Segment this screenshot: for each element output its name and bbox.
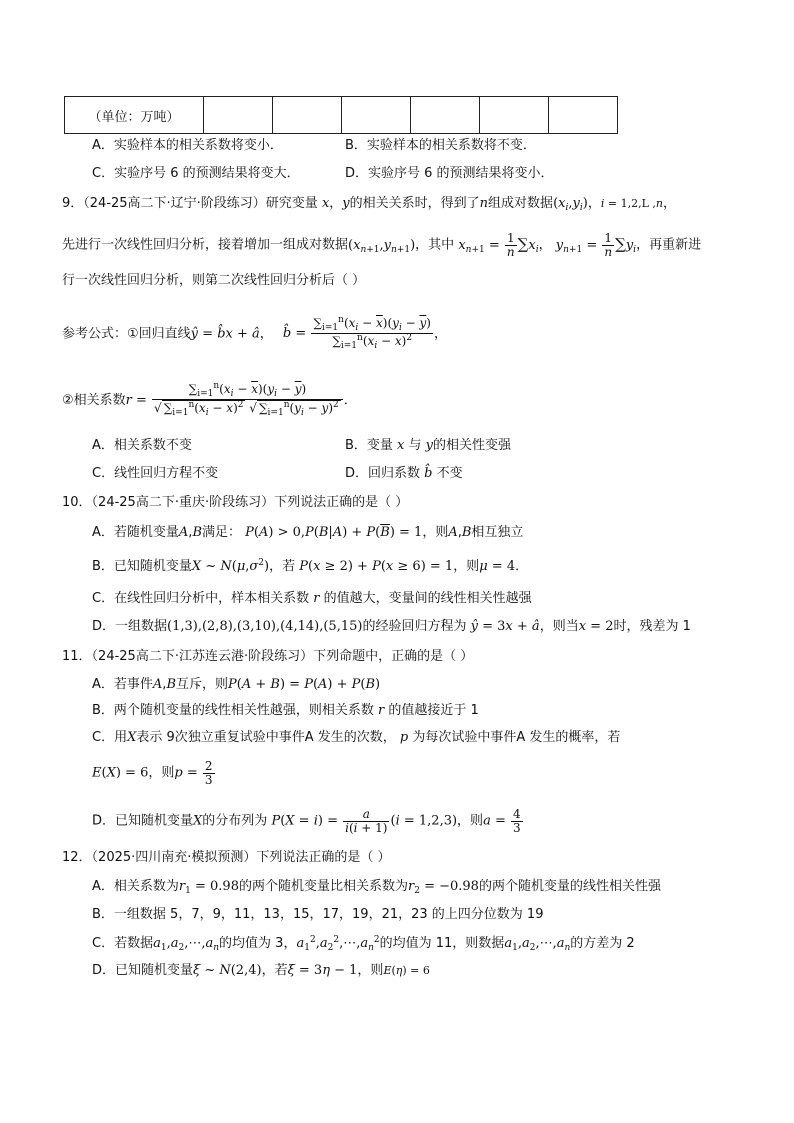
table-cell: [411, 97, 480, 134]
q11-option-c-cont: E(X) = 6，则p = $\frac{2}{3}$: [92, 759, 213, 787]
q11-option-c: C．用X表示 9次独立重复试验中事件A 发生的次数， p 为每次试验中事件A 发生的概率，若: [92, 730, 621, 745]
q12-option-a: A．相关系数为$r_1 = 0.98$的两个随机变量比相关系数为$r_2 = -0.98$的两个随机变量的线性相关性强: [92, 879, 661, 896]
q11-stem: 11．（24-25高二下·江苏连云港·阶段练习）下列命题中，正确的是（ ）: [62, 649, 474, 664]
table-unit-label: （单位：万吨）: [65, 97, 204, 134]
q10-option-d: D．一组数据(1,3),(2,8),(3,10),(4,14),(5,15)的经验回归方程为 ŷ = 3x + â，则当x = 2时，残差为 1: [92, 619, 691, 634]
table-cell: [273, 97, 342, 134]
q9-option-b: B．变量 x 与 y的相关性变强: [345, 438, 512, 453]
q9-stem-line2: 先进行一次线性回归分析，接着增加一组成对数据$(x_{n+1},y_{n+1})$，其中 $x_{n+1}$ = $\frac{1}{n}$ $\sum x_i$， $y_{n+1}$ = $\frac{1}{n}$ $\sum y_i$，再重新进: [62, 231, 702, 259]
q12-option-b: B．一组数据 5，7，9，11，13，15，17，19，21，23 的上四分位数为 19: [92, 907, 544, 922]
q10-option-c: C．在线性回归分析中，样本相关系数 r 的值越大，变量间的线性相关性越强: [92, 591, 532, 606]
q11-option-b: B．两个随机变量的线性相关性越强，则相关系数 r 的值越接近于 1: [92, 703, 479, 718]
q9-option-a: A．相关系数不变: [92, 438, 192, 453]
q9-formula-regression: 参考公式：①回归直线ŷ = b̂x + â， b̂ = $\frac{\sum_{i=1}^n(x_i - \overline{x})(y_i - \overline{y})}{\sum_{i=1}^n(x_i - \overline{x})^2}$ ，: [62, 315, 447, 352]
q9-option-d: D．回归系数 b̂ 不变: [345, 466, 463, 481]
table-cell: [549, 97, 618, 134]
q8-option-b: B．实验样本的相关系数将不变．: [345, 138, 536, 153]
q8-option-a: A．实验样本的相关系数将变小．: [92, 138, 283, 153]
table-cell: [480, 97, 549, 134]
q10-option-b: B．已知随机变量X ~ $N(\mu,\sigma^2)$，若 P(x ≥ 2) + P(x ≥ 6) = 1，则μ = 4．: [92, 558, 529, 574]
table-cell: [342, 97, 411, 134]
data-table: [64, 96, 618, 134]
q10-option-a: A．若随机变量A,B满足： $P(A) > 0,P(B|A) + P(\overline{B}) = 1$，则A,B相互独立: [92, 525, 524, 540]
q12-option-d: D．已知随机变量ξ ~ N(2,4)，若ξ = 3η − 1，则E(η) = 6: [92, 963, 430, 978]
q11-option-a: A．若事件A,B互斥，则P(A + B) = P(A) + P(B): [92, 677, 381, 692]
q12-option-c: C．若数据$a_1,a_2,\cdots,a_n$的均值为 3，$a_1^2,a_2^2,\cdots,a_n^2$的均值为 11，则数据$a_1,a_2,\cdots,a_n$的方差为 2: [92, 935, 635, 953]
q9-stem-line3: 行一次线性回归分析，则第二次线性回归分析后（ ）: [62, 273, 366, 288]
q11-option-d: D．已知随机变量X的分布列为 P(X = i) = $\frac{a}{i(i + 1)}$ (i = 1,2,3)，则a = $\frac{4}{3}$: [92, 807, 521, 835]
q12-stem: 12．（2025·四川南充·模拟预测）下列说法正确的是（ ）: [62, 850, 391, 865]
q10-stem: 10．（24-25高二下·重庆·阶段练习）下列说法正确的是（ ）: [62, 495, 409, 510]
q9-stem: 9．（24-25高二下·辽宁·阶段练习）研究变量 x，y的相关关系时，得到了n组成对数据$(x_i,y_i)$，i = 1,2,L ,n，: [62, 196, 676, 213]
q9-option-c: C．线性回归方程不变: [92, 466, 219, 481]
q8-option-c: C．实验序号 6 的预测结果将变大．: [92, 166, 300, 181]
q8-option-d: D．实验序号 6 的预测结果将变小．: [345, 166, 554, 181]
q9-formula-correlation: ②相关系数r = $\frac{\sum_{i=1}^n(x_i - \overline{x})(y_i - \overline{y})}{√ \sum_{i=1}^n(x_i - \overline{x})^2 √ \sum_{i=1}^n(y_i - \overline{y})^2}$ ．: [62, 381, 357, 419]
table-row: [65, 97, 618, 134]
table-cell: [204, 97, 273, 134]
